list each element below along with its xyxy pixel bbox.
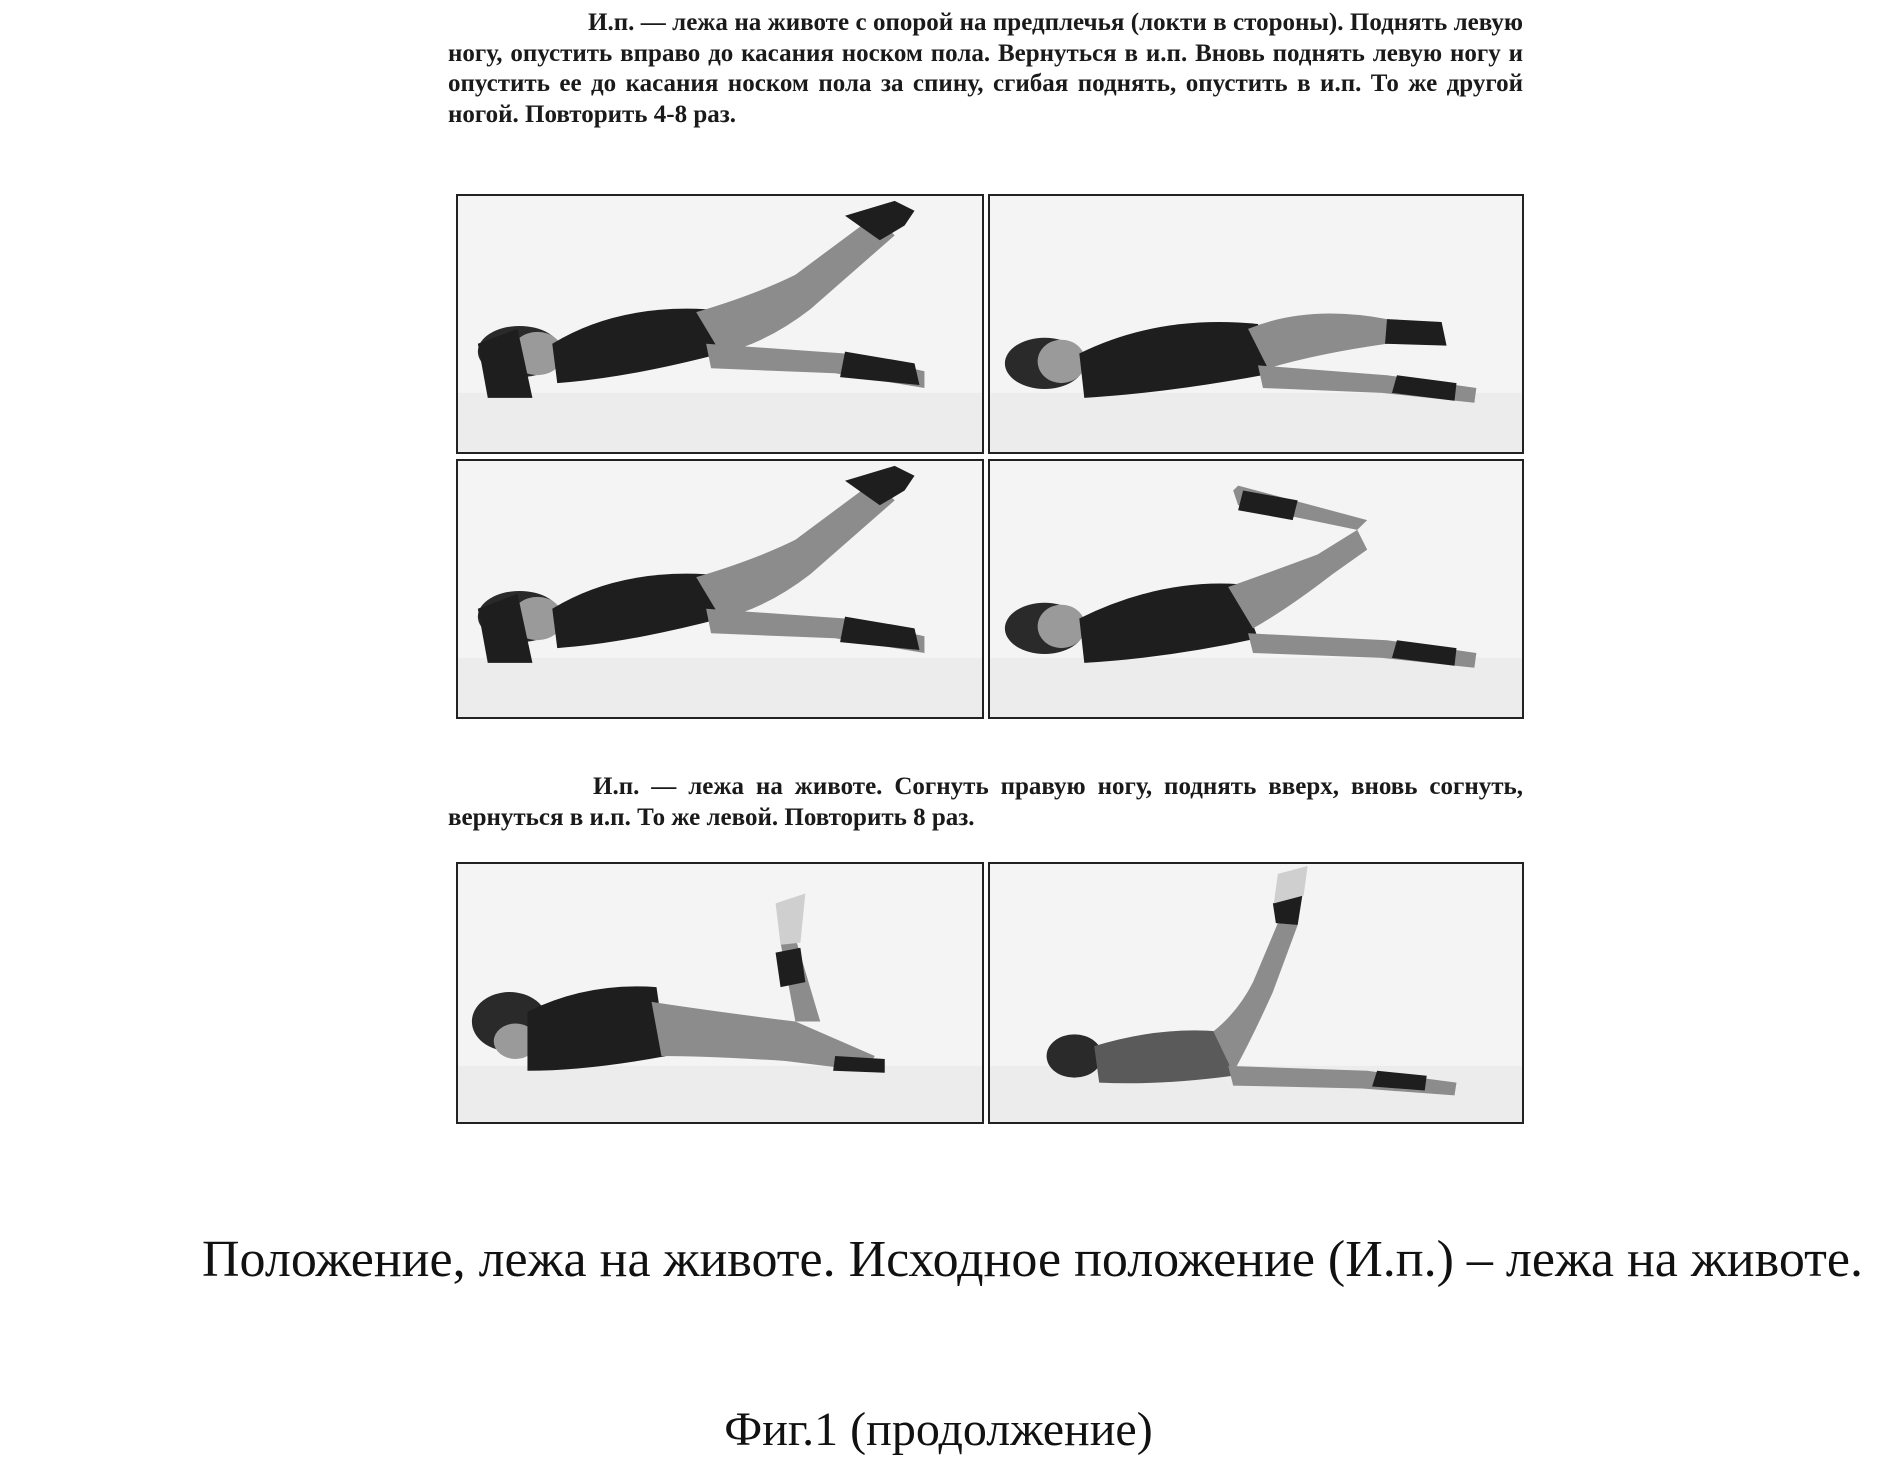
exercise-1-description: И.п. — лежа на животе с опорой на предплечья (локти в стороны). Поднять левую ногу, опустить вправо до касания носком пола. Вернуться в и.п. Вновь поднять левую ногу и опустить ее до касания носком пола за спину, сгибая поднять, опустить в и.п. То же другой ногой. Повторить 4-8 раз. [448, 9, 1523, 128]
exercise-2-photo-1 [456, 862, 984, 1124]
exercise-1-photo-2 [988, 194, 1524, 454]
exercise-1-photo-4 [988, 459, 1524, 719]
body-paragraph [0, 1208, 1877, 1312]
exercise-2-description: И.п. — лежа на животе. Согнуть правую ногу, поднять вверх, вновь согнуть, вернуться в и.п. То же левой. Повторить 8 раз. [448, 773, 1523, 831]
exercise-2-photo-2 [988, 862, 1524, 1124]
figure-label: Фиг.1 (продолжение) [724, 1403, 1153, 1456]
exercise-1-photo-1 [456, 194, 984, 454]
exercise-1-photo-3 [456, 459, 984, 719]
body-paragraph-text: Положение, лежа на животе. Исходное положение (И.п.) – лежа на животе. [202, 1231, 1863, 1288]
